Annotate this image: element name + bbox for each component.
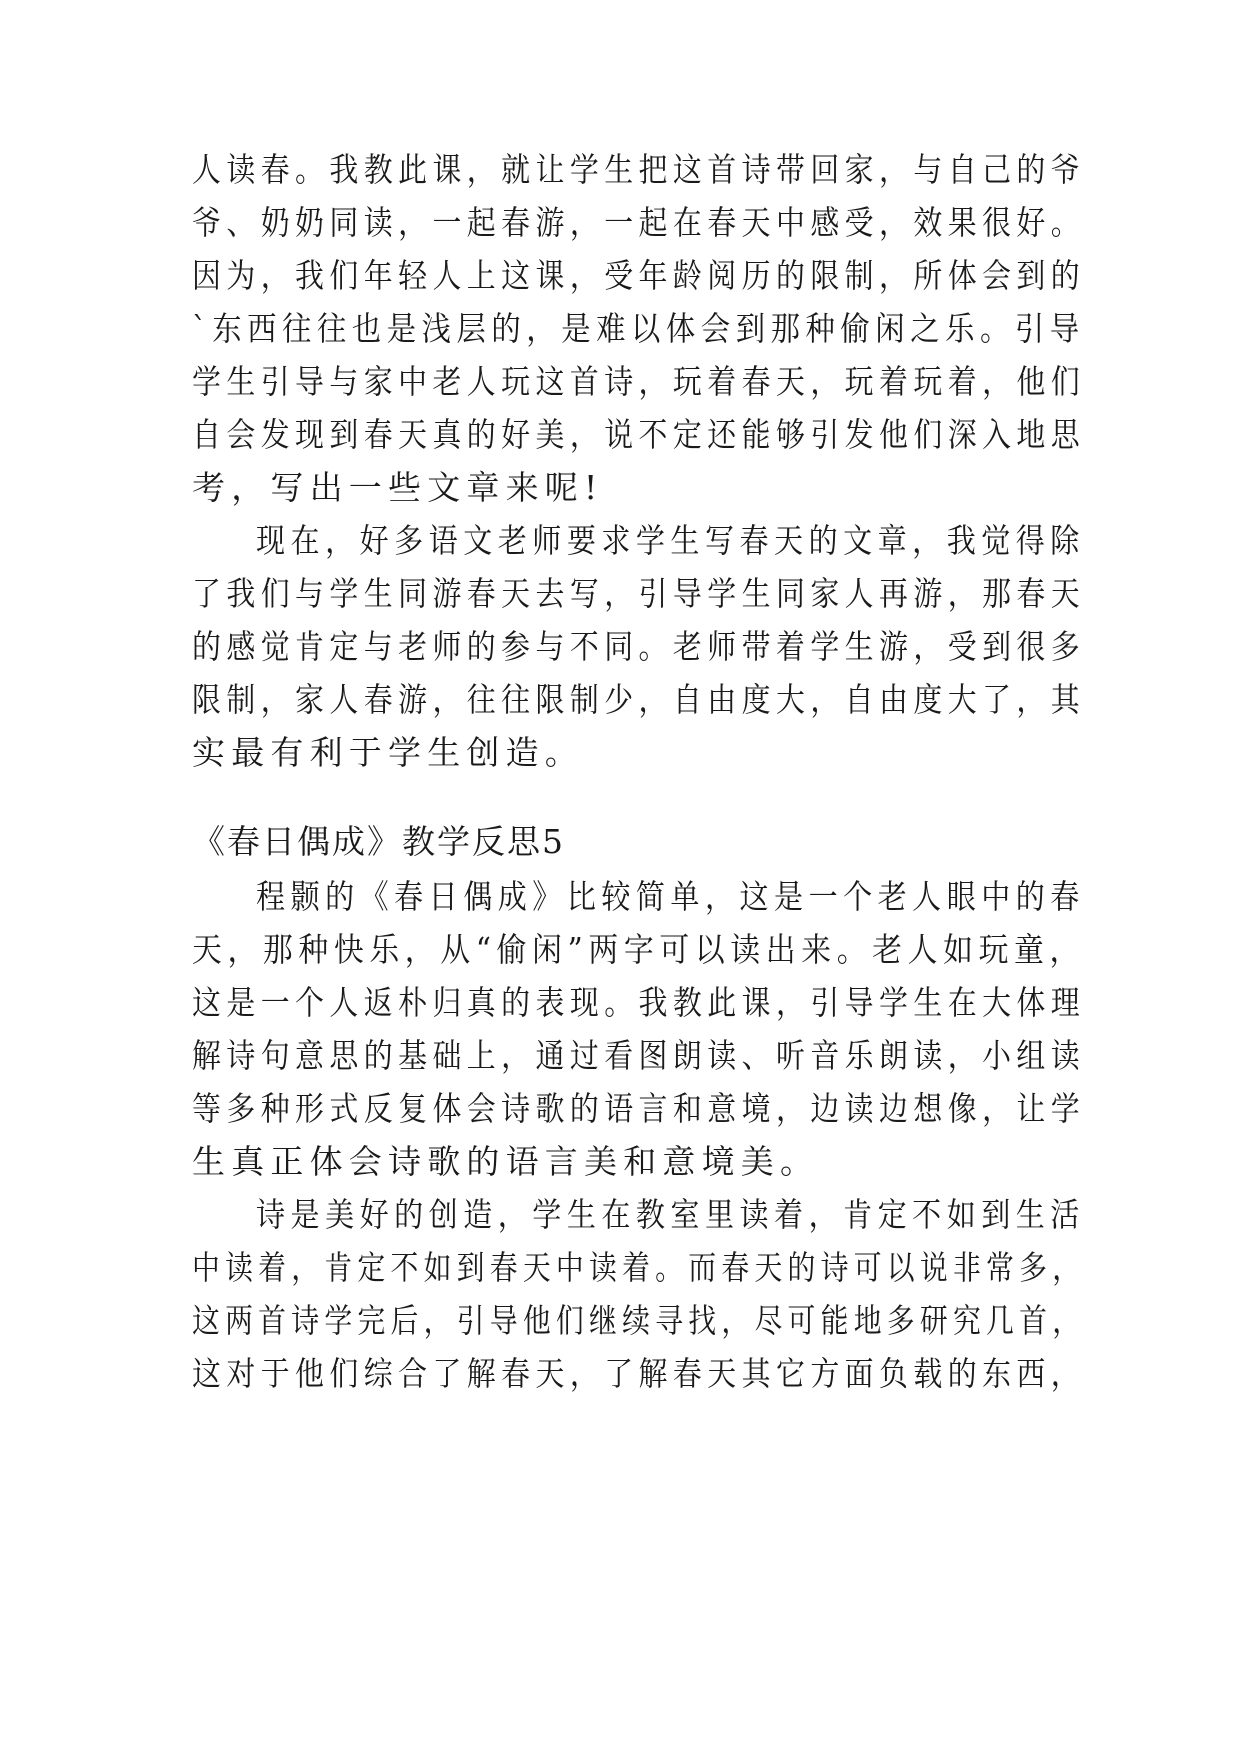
paragraph-line: 解诗句意思的基础上，通过看图朗读、听音乐朗读，小组读 — [192, 1036, 1086, 1075]
paragraph-line: 实最有利于学生创造。 — [192, 733, 584, 772]
paragraph-line: 中读着，肯定不如到春天中读着。而春天的诗可以说非常多， — [192, 1248, 1086, 1287]
paragraph-line: 这对于他们综合了解春天，了解春天其它方面负载的东西， — [192, 1354, 1086, 1393]
paragraph-line: 爷、奶奶同读，一起春游，一起在春天中感受，效果很好。 — [192, 203, 1086, 242]
paragraph-line: 等多种形式反复体会诗歌的语言和意境，边读边想像，让学 — [192, 1089, 1086, 1128]
paragraph-line: 天，那种快乐，从“偷闲”两字可以读出来。老人如玩童， — [192, 930, 1085, 969]
paragraph-line: 了我们与学生同游春天去写，引导学生同家人再游，那春天 — [192, 574, 1086, 613]
section-heading: 《春日偶成》教学反思5 — [192, 822, 565, 861]
paragraph-line: 诗是美好的创造，学生在教室里读着，肯定不如到生活 — [256, 1195, 1085, 1234]
paragraph-line: `东西往往也是浅层的，是难以体会到那种偷闲之乐。引导 — [192, 309, 1085, 348]
paragraph-line: 自会发现到春天真的好美，说不定还能够引发他们深入地思 — [192, 415, 1086, 454]
paragraph-line: 限制，家人春游，往往限制少，自由度大，自由度大了，其 — [192, 680, 1086, 719]
paragraph-line: 考，写出一些文章来呢! — [192, 468, 604, 507]
paragraph-line: 人读春。我教此课，就让学生把这首诗带回家，与自己的爷 — [192, 150, 1086, 189]
paragraph-line: 的感觉肯定与老师的参与不同。老师带着学生游，受到很多 — [192, 627, 1086, 666]
paragraph-line: 程颢的《春日偶成》比较简单，这是一个老人眼中的春 — [256, 877, 1085, 916]
paragraph-line: 生真正体会诗歌的语言美和意境美。 — [192, 1142, 820, 1181]
paragraph-line: 这是一个人返朴归真的表现。我教此课，引导学生在大体理 — [192, 983, 1086, 1022]
paragraph-line: 这两首诗学完后，引导他们继续寻找，尽可能地多研究几首， — [192, 1301, 1086, 1340]
paragraph-line: 现在，好多语文老师要求学生写春天的文章，我觉得除 — [256, 521, 1085, 560]
paragraph-line: 因为，我们年轻人上这课，受年龄阅历的限制，所体会到的 — [192, 256, 1086, 295]
paragraph-line: 学生引导与家中老人玩这首诗，玩着春天，玩着玩着，他们 — [192, 362, 1086, 401]
